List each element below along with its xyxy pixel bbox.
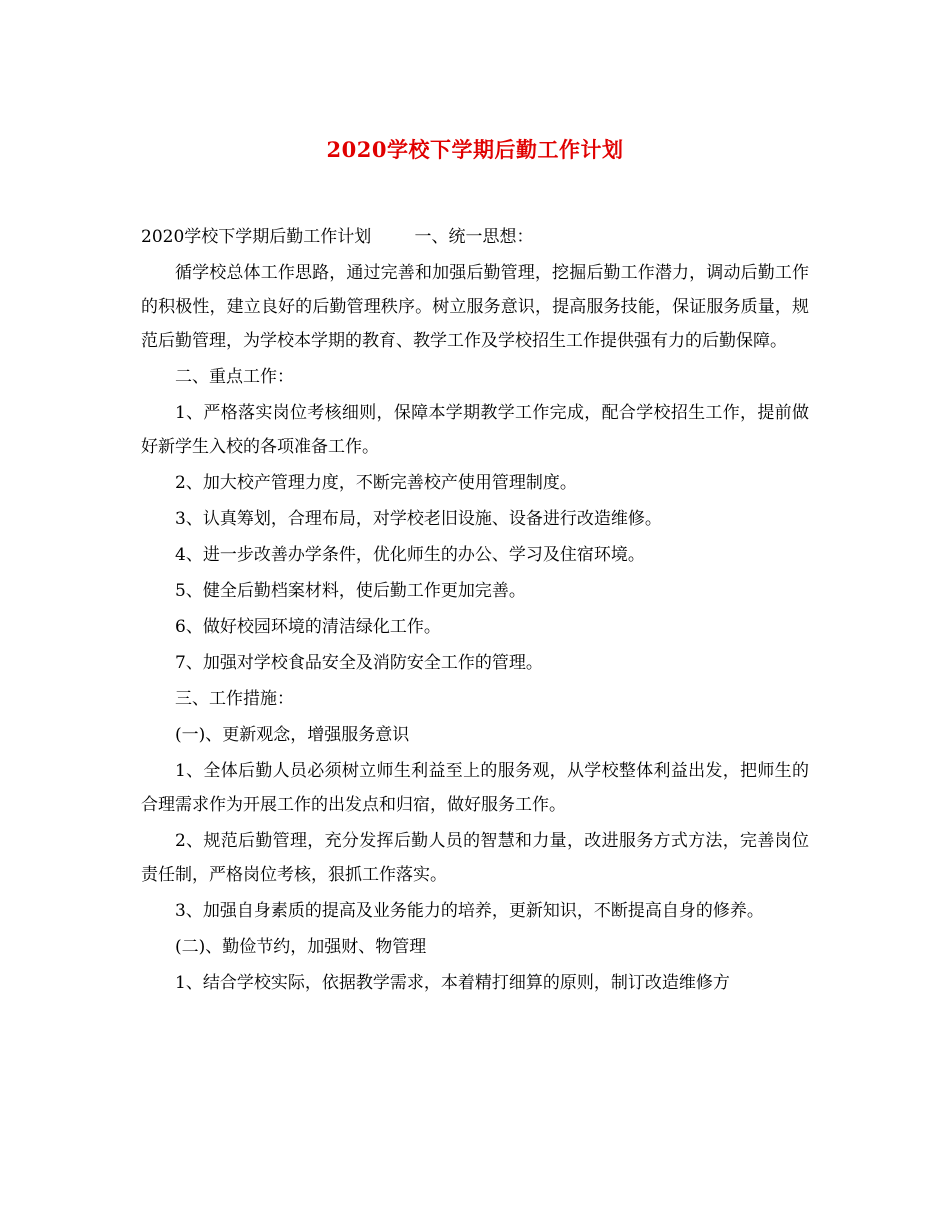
lead-text: 2020学校下学期后勤工作计划 bbox=[141, 227, 372, 247]
list-item: 1、全体后勤人员必须树立师生利益至上的服务观，从学校整体利益出发，把师生的合理需求作为开展工作的出发点和归宿，做好服务工作。 bbox=[141, 761, 809, 815]
paragraph: 循学校总体工作思路，通过完善和加强后勤管理，挖掘后勤工作潜力，调动后勤工作的积极性，建立良好的后勤管理秩序。树立服务意识，提高服务技能，保证服务质量，规范后勤管理，为学校本学期的教育、教学工作及学校招生工作提供强有力的后勤保障。 bbox=[141, 263, 809, 351]
list-item: 5、健全后勤档案材料，使后勤工作更加完善。 bbox=[175, 581, 526, 601]
list-item: 2、规范后勤管理，充分发挥后勤人员的智慧和力量，改进服务方式方法，完善岗位责任制，严格岗位考核，狠抓工作落实。 bbox=[141, 831, 809, 885]
list-item: 1、严格落实岗位考核细则，保障本学期教学工作完成，配合学校招生工作，提前做好新学生入校的各项准备工作。 bbox=[141, 403, 809, 457]
section-heading-3: 三、工作措施： bbox=[175, 689, 294, 709]
section-heading-2: 二、重点工作： bbox=[175, 367, 294, 387]
lead-line bbox=[141, 220, 809, 254]
list-item: 3、加强自身素质的提高及业务能力的培养，更新知识，不断提高自身的修养。 bbox=[175, 901, 764, 921]
subsection-heading: (二)、勤俭节约，加强财、物管理 bbox=[175, 937, 427, 957]
list-item: 4、进一步改善办学条件，优化师生的办公、学习及住宿环境。 bbox=[175, 545, 645, 565]
list-item: 1、结合学校实际，依据教学需求，本着精打细算的原则，制订改造维修方 bbox=[175, 973, 730, 993]
subsection-heading: (一)、更新观念，增强服务意识 bbox=[175, 725, 410, 745]
list-item: 6、做好校园环境的清洁绿化工作。 bbox=[175, 617, 441, 637]
list-item: 7、加强对学校食品安全及消防安全工作的管理。 bbox=[175, 653, 543, 673]
document-body bbox=[141, 220, 809, 1002]
list-item: 3、认真筹划，合理布局，对学校老旧设施、设备进行改造维修。 bbox=[175, 509, 662, 529]
list-item: 2、加大校产管理力度，不断完善校产使用管理制度。 bbox=[175, 473, 577, 493]
section-heading-1: 一、统一思想： bbox=[414, 227, 534, 247]
document-title: 2020学校下学期后勤工作计划 bbox=[326, 137, 624, 162]
